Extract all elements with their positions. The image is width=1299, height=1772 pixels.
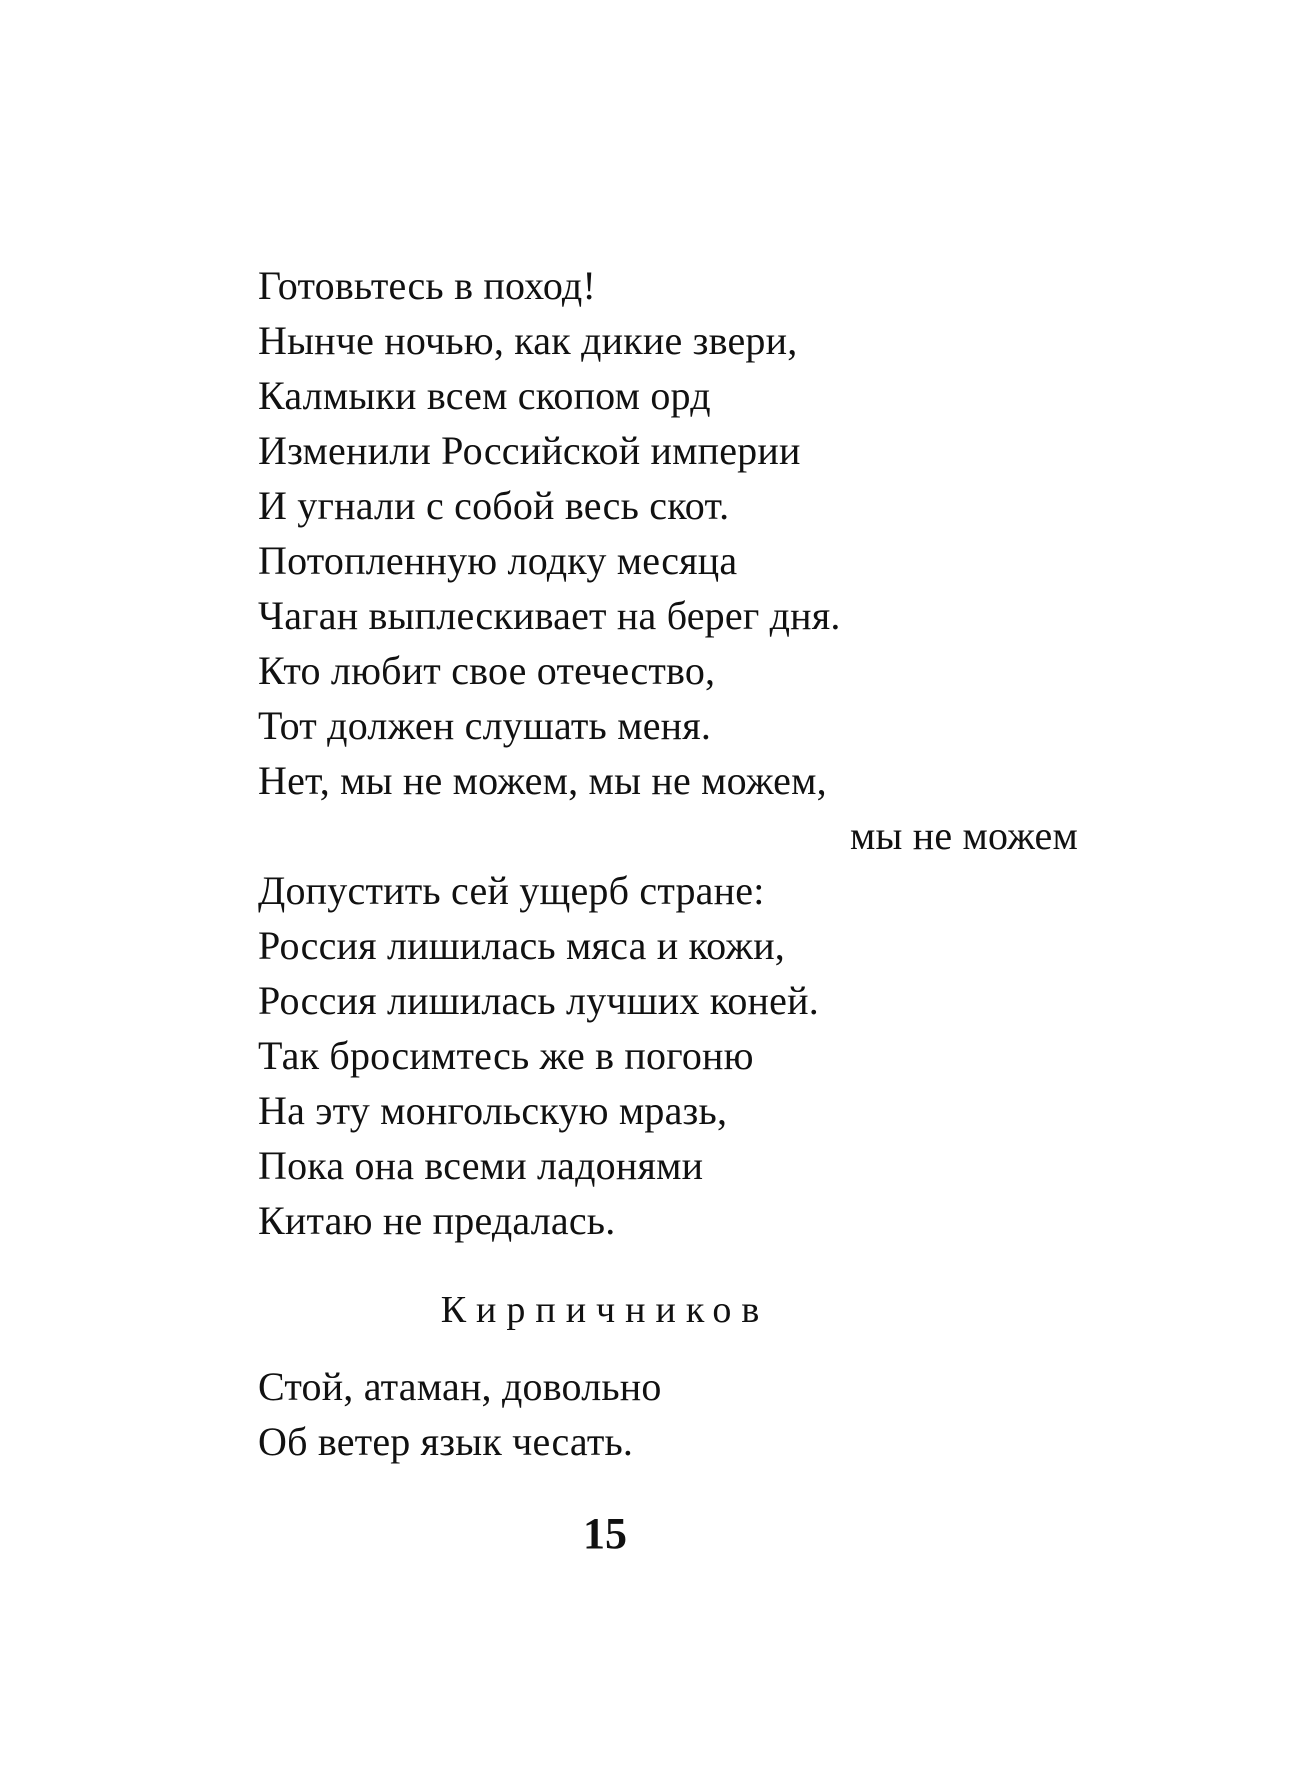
reply-block [258, 1359, 1078, 1469]
reply-line: Стой, атаман, довольно [258, 1364, 662, 1409]
verse-line: Китаю не предалась. [258, 1198, 616, 1243]
verse-line: Допустить сей ущерб стране: [258, 868, 765, 913]
verse-line: Чаган выплескивает на берег дня. [258, 593, 841, 638]
speaker-name: Кирпичников [440, 1289, 770, 1331]
verse-line: Россия лишилась мяса и кожи, [258, 923, 786, 968]
verse-line: Так бросимтесь же в погоню [258, 1033, 754, 1078]
verse-line: И угнали с собой весь скот. [258, 483, 730, 528]
verse-line: Кто любит свое отечество, [258, 648, 716, 693]
verse-line: Россия лишилась лучших коней. [258, 978, 819, 1023]
verse-line: Тот должен слушать меня. [258, 703, 712, 748]
verse-line: Нет, мы не можем, мы не можем, [258, 758, 827, 803]
verse-line: Изменили Российской империи [258, 428, 801, 473]
verse-line: Готовьтесь в поход! [258, 263, 596, 308]
verse-line: Калмыки всем скопом орд [258, 373, 711, 418]
verse-line: Нынче ночью, как дикие звери, [258, 318, 798, 363]
verse-block [258, 258, 1078, 1248]
verse-line: Потопленную лодку месяца [258, 538, 738, 583]
verse-line: Пока она всеми ладонями [258, 1143, 704, 1188]
verse-line: На эту монгольскую мразь, [258, 1088, 728, 1133]
page-number: 15 [583, 1509, 627, 1558]
reply-line: Об ветер язык чесать. [258, 1419, 634, 1464]
verse-line-continuation: мы не можем [849, 813, 1078, 858]
